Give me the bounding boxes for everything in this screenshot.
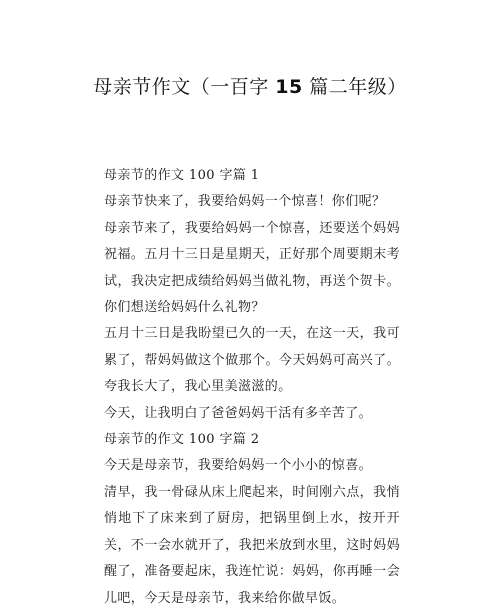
paragraph: 母亲节快来了，我要给妈妈一个惊喜！你们呢？ bbox=[104, 194, 386, 210]
paragraph: 今天是母亲节，我要给妈妈一个小小的惊喜。 bbox=[104, 458, 373, 474]
document-body bbox=[104, 163, 400, 612]
paragraph: 母亲节来了，我要给妈妈一个惊喜，还要送个妈妈祝福。五月十三日是星期天，正好那个周要期末考试，我决定把成绩给妈妈当做礼物，再送个贺卡。你们想送给妈妈什么礼物？ bbox=[104, 220, 400, 316]
section-heading-1: 母亲节的作文 100 字篇 1 bbox=[104, 168, 260, 183]
paragraph: 今天，让我明白了爸爸妈妈干活有多辛苦了。 bbox=[104, 405, 373, 421]
title-suffix: 篇二年级） bbox=[309, 76, 407, 98]
document-title bbox=[0, 72, 500, 99]
title-prefix: 母亲节作文（一百字 bbox=[93, 76, 269, 98]
paragraph: 五月十三日是我盼望已久的一天，在这一天，我可累了，帮妈妈做这个做那个。今天妈妈可高兴了。夸我长大了，我心里美滋滋的。 bbox=[104, 326, 400, 395]
paragraph: 清早，我一骨碌从床上爬起来，时间刚六点，我悄悄地下了床来到了厨房，把锅里倒上水，按开开关，不一会水就开了，我把米放到水里，这时妈妈醒了，准备要起床，我连忙说：妈妈，你再睡一会儿吧，今天是母亲节，我来给你做早饭。 bbox=[104, 484, 400, 606]
title-number: 15 bbox=[275, 76, 303, 98]
section-heading-2: 母亲节的作文 100 字篇 2 bbox=[104, 432, 260, 448]
